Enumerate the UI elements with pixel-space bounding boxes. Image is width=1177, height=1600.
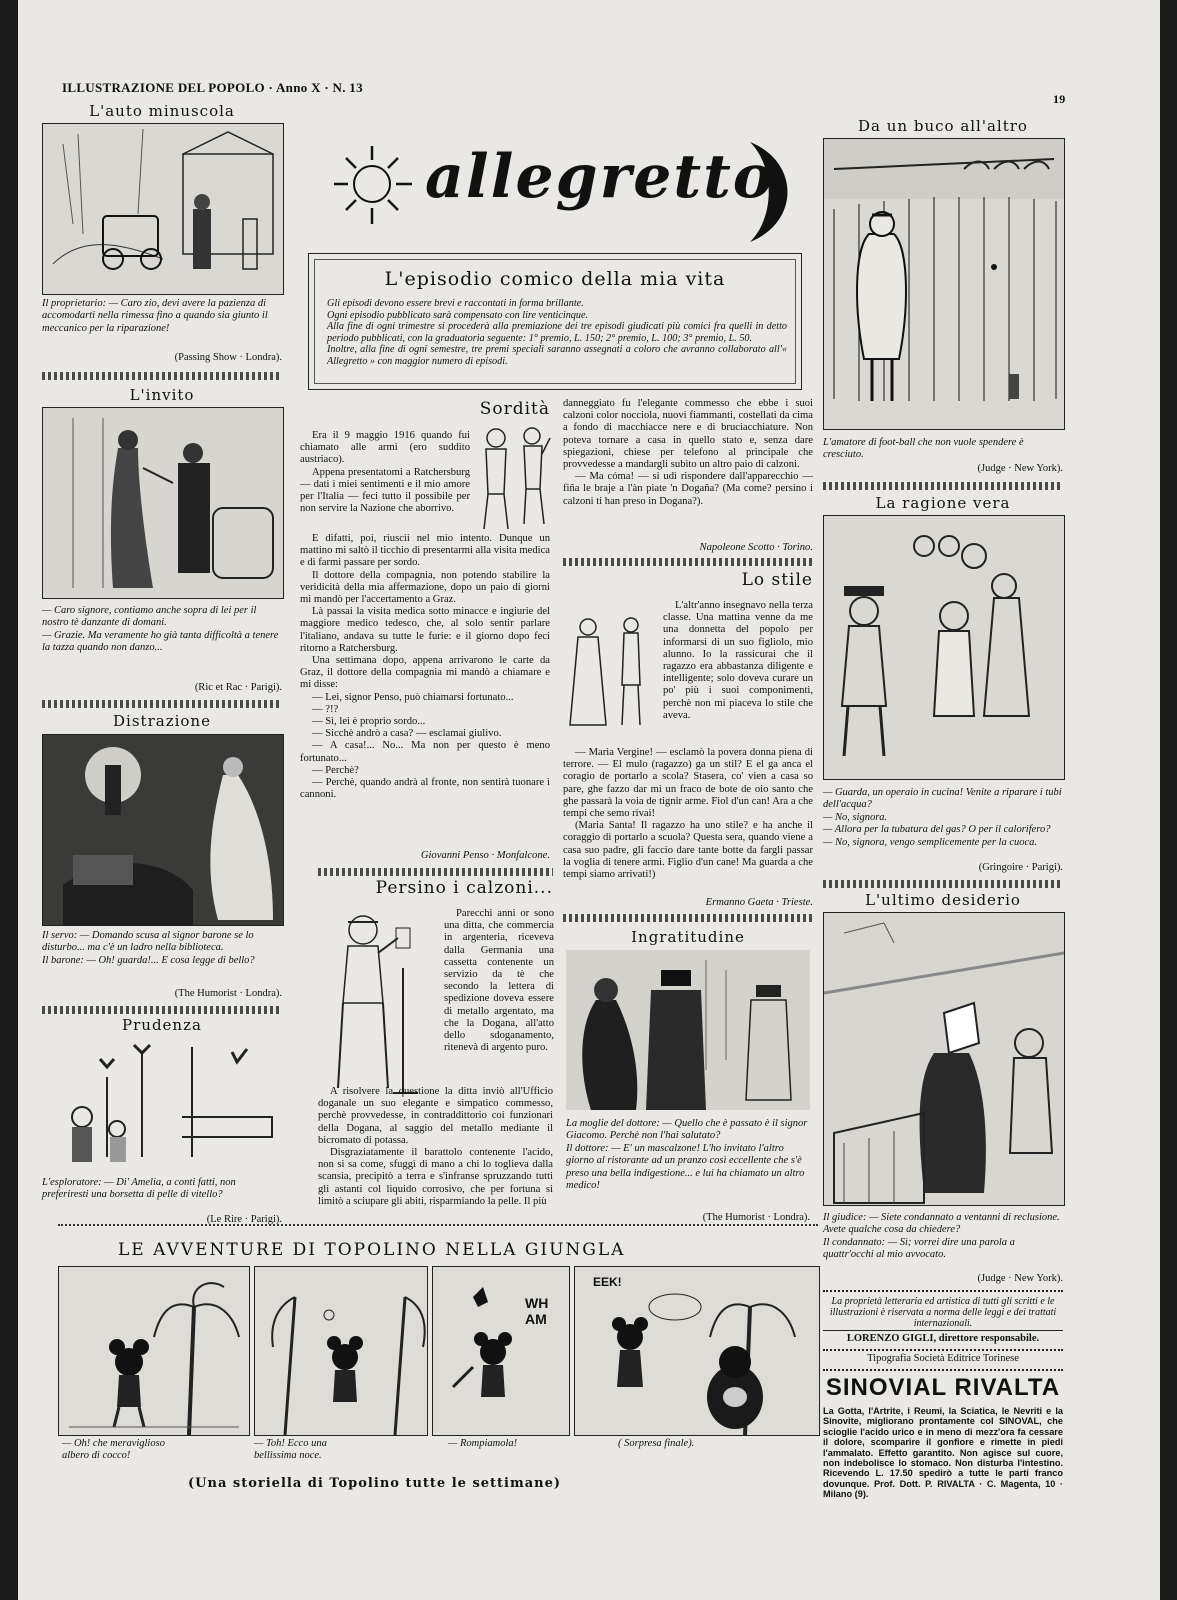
comic-panel-4	[574, 1266, 820, 1436]
prudenza-title: Prudenza	[122, 1016, 202, 1034]
prudenza-caption: L'esploratore: — Di' Amelia, a conti fatti, non preferiresti una borsetta di pelle di vitello?	[42, 1177, 236, 1201]
buco-caption: L'amatore di foot-ball che non vuole spendere è cresciuto.	[823, 437, 1024, 461]
divider	[318, 868, 553, 876]
distrazione-caption: Il servo: — Domando scusa al signor barone se lo disturbo... ma c'è un ladro nella biblioteca. Il barone: — Oh! guarda!... E cosa legge di bello?	[42, 930, 255, 966]
episode-signature: Giovanni Penso · Monfalcone.	[420, 850, 550, 861]
desiderio-source: (Judge · New York).	[977, 1273, 1063, 1284]
ragione-title: La ragione vera	[875, 494, 1011, 512]
ad-title: SINOVIAL RIVALTA	[825, 1374, 1061, 1401]
sfx-wham: WHAM	[525, 1295, 549, 1327]
ingratitudine-caption: La moglie del dottore: — Quello che è passato è il signor Giacomo. Perchè non l'hai salutato? Il dottore: — E' un mascalzone! L'ho invitato l'altro giorno al ristorante ad un pranzo così eccellente che s'è preso una bella indigestione... e lui ha chiamato un altro medico!	[566, 1118, 808, 1192]
persino-text: A risolvere la questione la ditta inviò all'Ufficio doganale un suo elegante e simpatico commesso, perchè provvedesse, in contraddittorio coi funzionari della Dogana, al saggio del metallo mediante il bicromato di potassa. Disgraziatamente il barattolo contenente l'acido, non si sa come, sfuggì di mano a chi lo toglieva dalla scansia, precipitò a terra e s'infranse spruzzando tutti gli astanti col liquido corrosivo, che per fortuna si limitò a sciupare gli abiti, risparmiando la pelle. Il più	[318, 1086, 553, 1207]
ingratitudine-title: Ingratitudine	[631, 928, 745, 946]
comic-footer: (Una storiella di Topolino tutte le settimane)	[188, 1476, 562, 1491]
invito-source: (Ric et Rac · Parigi).	[194, 682, 282, 693]
ragione-caption: — Guarda, un operaio in cucina! Venite a riparare i tubi dell'acqua? — No, signora. — Allora per la tubatura del gas? O per il calorifero? — No, signora, vengo semplicemente per la cuoca.	[823, 787, 1062, 848]
stile-illustration	[566, 605, 656, 735]
stile-text: — Maria Vergine! — esclamò la povera donna piena di terrore. — El mulo (ragazzo) ga un stil? E el ga anca el coragio de portarlo a scola? Stasera, co' vien a casa so pare, ghe fazzo dar mi un fraco de bote de oio santo che ghe passarà la voia de tignir arme. Fiol d'un can! Ara a che tempi che semo rivai! (Maria Santa! Il ragazzo ha uno stile? e ha anche il coraggio di portarlo a scuola? Questa sera, quando viene a casa suo padre, gli faccio dare tante botte da fargli passar la voglia di tenere armi. Figlio d'un cane! Ma guarda a che tempi siamo arrivati!)	[563, 747, 813, 881]
comic-caption-1: — Oh! che meraviglioso albero di cocco!	[62, 1438, 165, 1461]
divider	[563, 914, 813, 922]
logo-text: allegretto	[425, 142, 775, 212]
divider	[823, 1290, 1063, 1292]
invito-illustration	[42, 407, 284, 599]
comic-caption-4: ( Sorpresa finale).	[618, 1438, 695, 1449]
auto-title: L'auto minuscola	[89, 102, 235, 120]
allegretto-logo	[330, 132, 800, 252]
divider	[42, 372, 282, 380]
sfx-eek: EEK!	[593, 1275, 622, 1289]
buco-source: (Judge · New York).	[977, 463, 1063, 474]
desiderio-title: L'ultimo desiderio	[865, 891, 1021, 909]
divider	[563, 558, 813, 566]
divider	[823, 1349, 1063, 1351]
persino-title: Persino i calzoni...	[375, 878, 553, 898]
buco-title: Da un buco all'altro	[858, 117, 1028, 135]
rules-text: Gli episodi devono essere brevi e raccontati in forma brillante. Ogni episodio pubblicato sarà compensato con lire venticinque. Alla fine di ogni trimestre si procederà alla premiazione dei tre episodi giudicati più comici fra quelli in detto periodo pubblicati, con la graduatoria seguente: 1° premio, L. 150; 2° premio, L. 100; 3° premio, L. 50. Inoltre, alla fine di ogni semestre, tre premi speciali saranno assegnati a coloro che avranno collaborato all'« Allegretto » con maggior numero di episodi.	[327, 298, 787, 367]
stile-text-narrow: L'altr'anno insegnavo nella terza classe. Una mattina venne da me una donnetta del popolo per informarsi di un suo figliolo, mio alunno. Io la rassicurai che il ragazzo era abbastanza diligente e intelligente; solo doveva curare un po' più i suoi componimenti, perchè non mi piaceva lo stile che aveva.	[663, 600, 813, 721]
divider	[58, 1224, 818, 1226]
divider	[823, 1330, 1063, 1331]
distrazione-source: (The Humorist · Londra).	[174, 988, 282, 999]
ingratitudine-illustration	[566, 950, 810, 1110]
page-number: 19	[1053, 92, 1066, 106]
stile-signature: Ermanno Gaeta · Trieste.	[705, 897, 813, 908]
desiderio-caption: Il giudice: — Siete condannato a ventanni di reclusione. Avete qualche cosa da chiedere? Il condannato: — Sì; vorrei dire una parola a quattr'occhi al mio avvocato.	[823, 1212, 1060, 1261]
copyright-notice: La proprietà letteraria ed artistica di tutti gli scritti e le illustrazioni è riservata a norma delle leggi e dei trattati internazionali.	[829, 1296, 1057, 1329]
buco-illustration	[823, 138, 1065, 430]
episode-text-top: Era il 9 maggio 1916 quando fui chiamato alle armi (ero suddito austriaco). Appena presentatomi a Ratchersburg — dati i miei sentimenti e il mio amore per l'Italia — feci tutto il possibile per non servire la Nazione che aborrivo.	[300, 430, 470, 515]
sordita-illustration	[474, 424, 554, 532]
section-title: L'episodio comico della mia vita	[384, 268, 726, 290]
ragione-source: (Gringoire · Parigi).	[978, 862, 1063, 873]
newspaper-page	[18, 0, 1160, 1600]
prudenza-illustration	[42, 1037, 282, 1167]
printer: Tipografia Società Editrice Torinese	[867, 1353, 1019, 1364]
divider	[823, 880, 1063, 888]
director: LORENZO GIGLI, direttore responsabile.	[846, 1333, 1040, 1344]
invito-title: L'invito	[129, 386, 195, 404]
divider	[823, 482, 1063, 490]
ad-text: La Gotta, l'Artrite, i Reumi, la Sciatica, le Nevriti e la Sinovite, migliorano prontamente col SINOVAL, che scioglie l'acido urico e in meno di mezz'ora fa cessare il dolore, scomparire il gonfiore e rimette in piedi l'ammalato. Effetto garantito. Non agisce sul cuore, non indebolisce lo stomaco. Non disturba l'intestino. Ricevendo L. 17.50 spedirò a tutte le parti franco dovunque. Prof. Dott. P. RIVALTA · C. Magenta, 10 · Milano (9).	[823, 1406, 1063, 1500]
comic-title: LE AVVENTURE DI TOPOLINO NELLA GIUNGLA	[118, 1240, 626, 1260]
divider	[823, 1369, 1063, 1371]
episode-text: E difatti, poi, riuscii nel mio intento. Dunque un mattino mi saltò il ticchio di presentarmi alla visita medica e di farmi passare per sordo. Il dottore della compagnia, non potendo stabilire la veridicità della mia affermazione, dopo un paio di giorni mi mandò per l'accertamento a Graz. Là passai la visita medica sotto minacce e ingiurie del maggiore medico tedesco, che, al solo sentir parlare l'italiano, andava su tutte le furie: e il giorno dopo feci ritorno a Ratchersburg. Una settimana dopo, appena arrivarono le carte da Graz, il dottore della compagnia mi mandò a chiamare e mi disse: — Lei, signor Penso, può chiamarsi fortunato... — ?!? — Sì, lei è proprio sordo... — Sicchè andrò a casa? — esclamai giulivo. — A casa!... No... Ma non per questo è meno fortunato... — Perchè? — Perchè, quando andrà al fronte, non sentirà tuonare i cannoni.	[300, 533, 550, 801]
persino-illustration	[308, 908, 438, 1098]
comic-panel-3	[432, 1266, 570, 1436]
persino-text-narrow: Parecchi anni or sono una ditta, che commercia in argenteria, riceveva dalla Germania una cassetta contenente un servizio da tè che secondo la lettera di spedizione doveva essere di metallo argentato, ma che la Dogana, all'atto dello sdoganamento, ritenevà di argento puro.	[444, 908, 554, 1054]
desiderio-illustration	[823, 912, 1065, 1206]
auto-illustration	[42, 123, 284, 295]
prudenza-source: (Le Rire · Parigi).	[206, 1214, 282, 1225]
divider	[42, 1006, 282, 1014]
ingratitudine-source: (The Humorist · Londra).	[702, 1212, 810, 1223]
comic-panel-2	[254, 1266, 428, 1436]
persino-continuation: danneggiato fu l'elegante commesso che ebbe i suoi calzoni color nocciola, nuovi fiammanti, costellati da cima a fondo di macchiacce nere e di bruciacchiature. Non poteva tornare a casa in quello stato e, senza dare spiegazioni, chiese per telefono al principale che provvedesse a mandargli subito un altro paio di calzoni. — Ma cóma! — si udì rispondere dall'apparecchio — fiña le braje a l'àn piate 'n Dogaña? (Ma come? persino i calzoni ti han preso in Dogana?).	[563, 398, 813, 507]
auto-caption: Il proprietario: — Caro zio, devi avere la pazienza di accomodarti nella rimessa fino a quando sia giunto il meccanico per la riparazione!	[42, 298, 268, 334]
ragione-illustration	[823, 515, 1065, 780]
continuation-signature: Napoleone Scotto · Torino.	[699, 542, 813, 553]
masthead: ILLUSTRAZIONE DEL POPOLO · Anno X · N. 13	[62, 80, 363, 95]
rules-box	[308, 253, 802, 390]
divider	[42, 700, 282, 708]
sordita-title: Sordità	[479, 399, 550, 419]
comic-caption-2: — Toh! Ecco una bellissima noce.	[254, 1438, 327, 1461]
comic-caption-3: — Rompiamola!	[448, 1438, 518, 1449]
sun-icon	[334, 146, 412, 224]
stile-title: Lo stile	[741, 570, 813, 590]
invito-caption: — Caro signore, contiamo anche sopra di lei per il nostro tè danzante di domani. — Grazie. Ma veramente ho già tanta difficoltà a tenere la tazza quando non danzo...	[42, 605, 279, 654]
distrazione-title: Distrazione	[113, 712, 211, 730]
distrazione-illustration	[42, 734, 284, 926]
auto-source: (Passing Show · Londra).	[174, 352, 282, 363]
comic-panel-1	[58, 1266, 250, 1436]
